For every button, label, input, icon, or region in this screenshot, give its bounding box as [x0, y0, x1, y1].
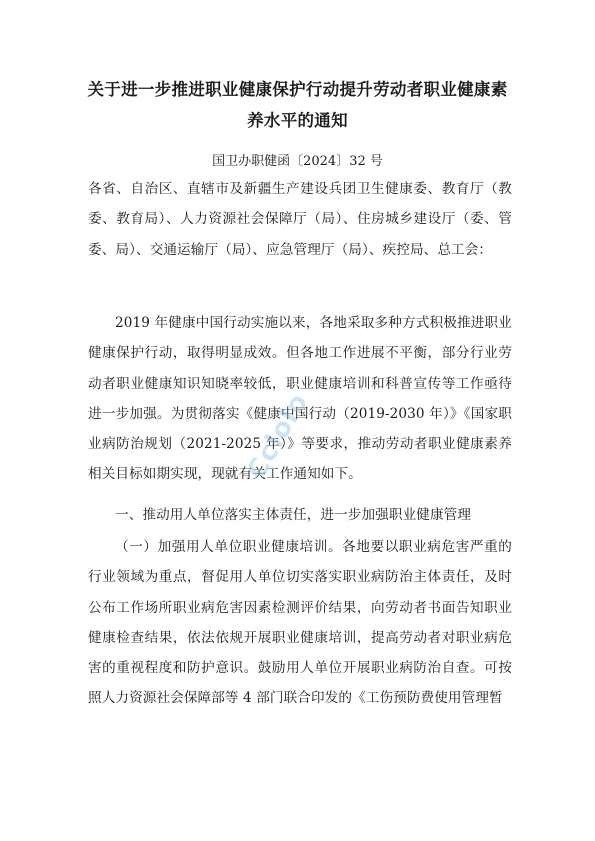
document-title-line2: 养水平的通知 [247, 111, 348, 130]
watermark-logo: Cclolo [241, 388, 315, 485]
addressees-paragraph: 各省、自治区、直辖市及新疆生产建设兵团卫生健康委、教育厅（教委、教育局）、人力资源社会保障厅（局）、住房城乡建设厅（委、管委、局）、交通运输厅（局）、应急管理厅（局）、疾控局、总工会： [88, 181, 512, 258]
document-number: 国卫办职健函〔2024〕32 号 [212, 154, 383, 169]
section-paragraph-1: （一）加强用人单位职业健康培训。各地要以职业病危害严重的行业领域为重点，督促用人单位切实落实职业病防治主体责任，及时公布工作场所职业病危害因素检测评价结果，向劳动者书面告知职业健康检查结果，依法依规开展职业健康培训，提高劳动者对职业病危害的重视程度和防护意识。鼓励用人单位开展职业病防治自查。可按照人力资源社会保障部等 4 部门联合印发的《工伤预防费使用管理暂 [88, 539, 512, 707]
document-title-line1: 关于进一步推进职业健康保护行动提升劳动者职业健康素 [87, 80, 508, 99]
intro-paragraph: 2019 年健康中国行动实施以来，各地采取多种方式积极推进职业健康保护行动，取得明显成效。但各地工作进展不平衡，部分行业劳动者职业健康知识知晓率较低，职业健康培训和科普宣传等工作亟待进一步加强。为贯彻落实《健康中国行动（2019-2030 年）》《国家职业病防治规划（2021-2025 年）》等要求，推动劳动者职业健康素养相关目标如期实现，现就有关工作通知如下。 [88, 315, 512, 483]
section-heading-1: 一、推动用人单位落实主体责任，进一步加强职业健康管理 [115, 507, 472, 523]
